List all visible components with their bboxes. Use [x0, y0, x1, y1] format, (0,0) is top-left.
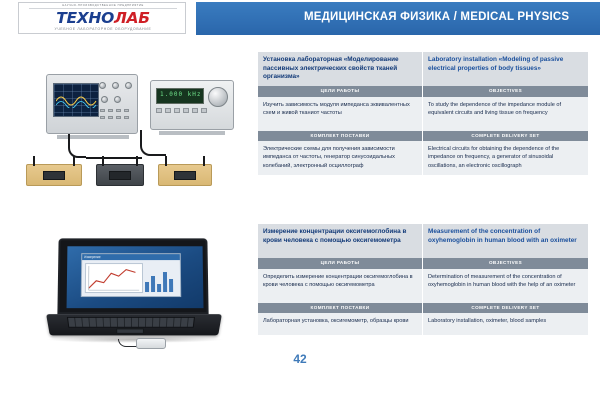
cable-right	[140, 130, 166, 156]
spec-table-2	[258, 224, 588, 335]
laptop-touchpad	[116, 329, 144, 334]
sample-holder-3	[158, 164, 212, 186]
software-plot	[85, 263, 143, 293]
sample-chip-1	[43, 171, 65, 180]
logo-wordmark	[19, 9, 186, 27]
instrument-photo	[20, 58, 246, 198]
laptop-keyboard	[67, 317, 195, 328]
sample-chip-3	[174, 171, 196, 180]
delivery-text-en: Laboratory installation, oximeter, blood samples	[423, 313, 588, 335]
table-row	[258, 52, 588, 86]
section-band-delivery-ru: КОМПЛЕКТ ПОСТАВКИ	[258, 303, 423, 314]
objectives-text-en: Determination of measurement of the concentration of oxyhemoglobin in human blood with the help of an oximeter	[423, 269, 588, 303]
section-band-delivery-en: COMPLETE DELIVERY SET	[423, 131, 588, 142]
section-band-objectives-ru: ЦЕЛИ РАБОТЫ	[258, 258, 423, 269]
table-row	[258, 258, 588, 269]
objectives-text-en: To study the dependence of the impedance module of equivalent circuits and living tissue on frequency	[423, 97, 588, 131]
page-title: МЕДИЦИНСКАЯ ФИЗИКА / MEDICAL PHYSICS	[304, 11, 570, 23]
table-row	[258, 141, 588, 175]
oximeter-cable	[118, 339, 138, 347]
table-row	[258, 313, 588, 335]
sample-holder-1	[26, 164, 82, 186]
logo-tagline: УЧЕБНОЕ ЛАБОРАТОРНОЕ ОБОРУДОВАНИЕ	[54, 27, 152, 31]
generator-buttons	[156, 108, 230, 116]
item-title-en: Laboratory installation «Modeling of passive electrical properties of body tissues»	[423, 52, 588, 86]
cable-left	[68, 134, 86, 158]
header-title-band	[196, 2, 600, 35]
laptop-photo	[40, 238, 236, 354]
sample-holder-2	[96, 164, 144, 186]
delivery-text-en: Electrical circuits for obtaining the dependence of the impedance on frequency, a generator of sinusoidal oscillations, an electronic oscillograph	[423, 141, 588, 175]
oscilloscope-controls	[99, 82, 133, 128]
signal-generator	[150, 80, 234, 130]
generator-display: 1.000 kHz	[156, 88, 204, 104]
table-row	[258, 224, 588, 258]
delivery-text-ru: Лабораторная установка, оксигемометр, образцы крови	[258, 313, 423, 335]
laptop-screen	[67, 246, 204, 308]
laptop-lid	[57, 238, 208, 314]
software-window	[81, 253, 181, 297]
table-row	[258, 97, 588, 131]
page-number: 42	[293, 352, 307, 366]
cable-bridge	[86, 157, 142, 159]
section-band-delivery-en: COMPLETE DELIVERY SET	[423, 303, 588, 314]
objectives-text-ru: Изучить зависимость модуля импеданса эквивалентных схем и живой тканиот частоты	[258, 97, 423, 131]
item-title-en: Measurement of the concentration of oxyhemoglobin in human blood with an oximeter	[423, 224, 588, 258]
logo-supertext: НАУЧНО-ПРОИЗВОДСТВЕННОЕ ПРЕДПРИЯТИЕ	[62, 4, 144, 7]
instrument-bench	[20, 58, 246, 198]
laptop-base	[46, 314, 222, 335]
table-row	[258, 269, 588, 303]
generator-main-knob	[208, 87, 228, 107]
section-band-objectives-en: OBJECTIVES	[423, 258, 588, 269]
generator-base	[159, 131, 225, 135]
objectives-text-ru: Определить измерение концентрации оксигемоглобина в крови человека с помощью оксигемометра	[258, 269, 423, 303]
oscilloscope-screen	[53, 83, 99, 117]
software-bars	[145, 264, 177, 292]
table-row	[258, 131, 588, 142]
section-band-delivery-ru: КОМПЛЕКТ ПОСТАВКИ	[258, 131, 423, 142]
oximeter-device	[136, 338, 166, 349]
table-row	[258, 303, 588, 314]
logo-wordmark-part2: ЛАБ	[113, 9, 150, 27]
table-row	[258, 86, 588, 97]
company-logo	[18, 2, 186, 34]
software-window-title: Измерение	[82, 254, 180, 260]
oscilloscope-waveform	[56, 94, 98, 108]
section-band-objectives-ru: ЦЕЛИ РАБОТЫ	[258, 86, 423, 97]
item-title-ru: Измерение концентрации оксигемоглобина в крови человека с помощью оксигемометра	[258, 224, 423, 258]
oscilloscope	[46, 74, 138, 134]
page-header	[0, 0, 600, 38]
item-title-ru: Установка лабораторная «Моделирование пассивных электрических свойств тканей организма»	[258, 52, 423, 86]
logo-wordmark-part1: ТЕХНО	[56, 9, 114, 27]
spec-table-1	[258, 52, 588, 175]
delivery-text-ru: Электрические схемы для получения зависимости импеданса от частоты, генератор синусоидальных колебаний, электронный осциллограф	[258, 141, 423, 175]
section-band-objectives-en: OBJECTIVES	[423, 86, 588, 97]
sample-chip-2	[109, 171, 131, 180]
